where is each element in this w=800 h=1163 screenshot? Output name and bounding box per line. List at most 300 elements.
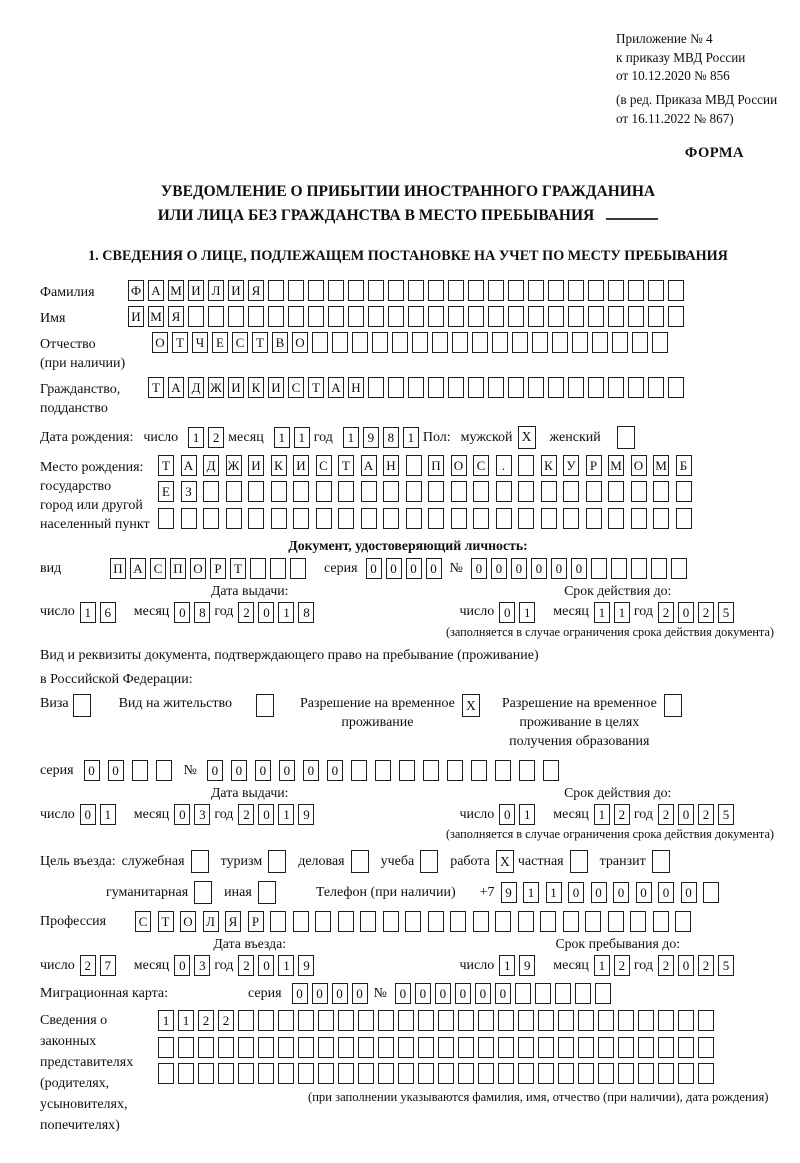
purpose-business-checkbox bbox=[351, 850, 369, 873]
char-cell: Р bbox=[248, 911, 264, 932]
char-cell: 0 bbox=[352, 983, 368, 1004]
char-cell bbox=[528, 377, 544, 398]
form-title-line2: ИЛИ ЛИЦА БЕЗ ГРАЖДАНСТВА В МЕСТО ПРЕБЫВАНИЯ bbox=[40, 204, 776, 228]
char-cell bbox=[278, 1010, 294, 1031]
char-cell: 8 bbox=[298, 602, 314, 623]
char-cell: П bbox=[110, 558, 126, 579]
residence-issue-date: число 0 1 месяц 0 3 год 2 0 1 9 bbox=[40, 804, 460, 825]
char-cell: 0 bbox=[386, 558, 402, 579]
char-cell bbox=[278, 1037, 294, 1058]
birth-year-cells bbox=[343, 427, 423, 448]
char-cell: Б bbox=[676, 455, 692, 476]
char-cell bbox=[540, 911, 556, 932]
char-cell bbox=[586, 508, 602, 529]
char-cell bbox=[132, 760, 148, 781]
char-cell: 0 bbox=[174, 602, 190, 623]
char-cell bbox=[258, 1037, 274, 1058]
char-cell bbox=[181, 508, 197, 529]
char-cell bbox=[628, 280, 644, 301]
char-cell bbox=[405, 911, 421, 932]
char-cell: 2 bbox=[698, 804, 714, 825]
char-cell: 0 bbox=[475, 983, 491, 1004]
char-cell bbox=[478, 1037, 494, 1058]
sex-male-checkbox: X bbox=[518, 426, 536, 449]
char-cell bbox=[188, 306, 204, 327]
char-cell bbox=[316, 481, 332, 502]
char-cell: 2 bbox=[198, 1010, 214, 1031]
char-cell: 0 bbox=[636, 882, 652, 903]
char-cell: 3 bbox=[194, 804, 210, 825]
char-cell bbox=[698, 1037, 714, 1058]
header-requisites bbox=[616, 30, 800, 129]
char-cell bbox=[498, 1063, 514, 1084]
char-cell: 0 bbox=[292, 983, 308, 1004]
char-cell bbox=[608, 508, 624, 529]
char-cell bbox=[638, 1010, 654, 1031]
profession-label: Профессия bbox=[40, 914, 107, 930]
representatives-label: Сведения о законных представителях (родителях, усыновителях, попечителях) bbox=[40, 1013, 134, 1134]
day-label: число bbox=[143, 429, 179, 445]
char-cell bbox=[315, 911, 331, 932]
representatives-row1 bbox=[158, 1010, 768, 1031]
char-cell bbox=[496, 481, 512, 502]
char-cell: С bbox=[232, 332, 248, 353]
sex-male-label: мужской bbox=[460, 429, 513, 445]
char-cell bbox=[653, 481, 669, 502]
entry-year-cells bbox=[238, 955, 318, 976]
char-cell: 1 bbox=[278, 804, 294, 825]
char-cell bbox=[290, 558, 306, 579]
char-cell bbox=[268, 306, 284, 327]
char-cell bbox=[308, 280, 324, 301]
month-label: месяц bbox=[228, 429, 264, 445]
char-cell: 1 bbox=[499, 955, 515, 976]
char-cell bbox=[515, 983, 531, 1004]
char-cell: Т bbox=[148, 377, 164, 398]
char-cell: И bbox=[293, 455, 309, 476]
char-cell: 9 bbox=[519, 955, 535, 976]
char-cell: 0 bbox=[174, 955, 190, 976]
char-cell bbox=[450, 911, 466, 932]
char-cell: 0 bbox=[571, 558, 587, 579]
entry-stay-dates bbox=[40, 936, 776, 976]
char-cell bbox=[278, 1063, 294, 1084]
char-cell: Т bbox=[338, 455, 354, 476]
char-cell bbox=[218, 1037, 234, 1058]
field-profession bbox=[40, 911, 776, 932]
char-cell bbox=[447, 760, 463, 781]
char-cell bbox=[438, 1063, 454, 1084]
char-cell bbox=[495, 760, 511, 781]
char-cell bbox=[618, 1063, 634, 1084]
char-cell bbox=[658, 1010, 674, 1031]
series-label: серия bbox=[248, 986, 282, 1002]
char-cell: 1 bbox=[178, 1010, 194, 1031]
char-cell: 0 bbox=[678, 804, 694, 825]
char-cell: 1 bbox=[80, 602, 96, 623]
entry-day-cells bbox=[80, 955, 120, 976]
field-name bbox=[40, 306, 776, 328]
stay-until-heading: Срок пребывания до: bbox=[555, 936, 681, 952]
char-cell bbox=[428, 280, 444, 301]
char-cell bbox=[495, 911, 511, 932]
char-cell: Т bbox=[172, 332, 188, 353]
char-cell bbox=[512, 332, 528, 353]
char-cell: 0 bbox=[511, 558, 527, 579]
restriction-note: (заполняется в случае ограничения срока действия документа) bbox=[445, 624, 774, 639]
form-title bbox=[40, 180, 776, 228]
char-cell bbox=[558, 1063, 574, 1084]
doc-series-cells bbox=[366, 558, 446, 579]
char-cell bbox=[418, 1010, 434, 1031]
char-cell: 0 bbox=[681, 882, 697, 903]
char-cell bbox=[258, 1010, 274, 1031]
char-cell: 0 bbox=[455, 983, 471, 1004]
char-cell bbox=[406, 508, 422, 529]
char-cell: С bbox=[135, 911, 151, 932]
char-cell bbox=[293, 481, 309, 502]
restriction-note: (заполняется в случае ограничения срока действия документа) bbox=[445, 827, 774, 842]
char-cell: В bbox=[272, 332, 288, 353]
birth-day-cells bbox=[188, 427, 228, 448]
char-cell bbox=[563, 481, 579, 502]
char-cell: 2 bbox=[614, 804, 630, 825]
field-patronymic bbox=[40, 332, 776, 373]
char-cell bbox=[468, 306, 484, 327]
char-cell bbox=[598, 1063, 614, 1084]
char-cell: О bbox=[451, 455, 467, 476]
char-cell: Ф bbox=[128, 280, 144, 301]
char-cell: 2 bbox=[658, 955, 674, 976]
char-cell bbox=[383, 508, 399, 529]
char-cell: 2 bbox=[658, 804, 674, 825]
field-surname bbox=[40, 280, 776, 302]
char-cell: 7 bbox=[100, 955, 116, 976]
valid-year-cells bbox=[658, 804, 738, 825]
char-cell: 0 bbox=[303, 760, 319, 781]
char-cell: 0 bbox=[258, 602, 274, 623]
char-cell: 1 bbox=[614, 602, 630, 623]
char-cell bbox=[631, 508, 647, 529]
issue-date-heading: Дата выдачи: bbox=[211, 582, 289, 598]
char-cell: 5 bbox=[718, 804, 734, 825]
char-cell bbox=[492, 332, 508, 353]
char-cell: Л bbox=[203, 911, 219, 932]
purpose-other-checkbox bbox=[258, 881, 276, 904]
char-cell bbox=[612, 332, 628, 353]
purpose-humanitarian-checkbox bbox=[194, 881, 212, 904]
char-cell: 0 bbox=[678, 955, 694, 976]
char-cell bbox=[378, 1010, 394, 1031]
char-cell bbox=[618, 1037, 634, 1058]
char-cell bbox=[631, 558, 647, 579]
char-cell: 1 bbox=[523, 882, 539, 903]
char-cell bbox=[658, 1063, 674, 1084]
char-cell bbox=[598, 1037, 614, 1058]
form-title-line1: УВЕДОМЛЕНИЕ О ПРИБЫТИИ ИНОСТРАННОГО ГРАЖДАНИНА bbox=[160, 182, 656, 200]
char-cell: П bbox=[170, 558, 186, 579]
char-cell bbox=[458, 1037, 474, 1058]
entry-purpose-row2: гуманитарная иная Телефон (при наличии) +7 9 1 1 0 0 0 0 0 0 bbox=[106, 881, 776, 904]
migration-card-row bbox=[40, 983, 776, 1004]
issue-date-heading: Дата выдачи: bbox=[211, 785, 289, 801]
char-cell bbox=[352, 332, 368, 353]
char-cell: Л bbox=[208, 280, 224, 301]
char-cell bbox=[518, 481, 534, 502]
char-cell: 1 bbox=[278, 955, 294, 976]
char-cell: 0 bbox=[80, 804, 96, 825]
char-cell bbox=[348, 306, 364, 327]
char-cell bbox=[358, 1063, 374, 1084]
char-cell bbox=[158, 508, 174, 529]
char-cell: Я bbox=[168, 306, 184, 327]
char-cell: А bbox=[168, 377, 184, 398]
char-cell: 1 bbox=[594, 602, 610, 623]
char-cell: Д bbox=[188, 377, 204, 398]
purpose-private-checkbox bbox=[570, 850, 588, 873]
char-cell: 0 bbox=[84, 760, 100, 781]
char-cell bbox=[358, 1037, 374, 1058]
representatives-cells bbox=[158, 1010, 768, 1105]
char-cell: 0 bbox=[568, 882, 584, 903]
valid-day-cells bbox=[499, 602, 539, 623]
char-cell: 2 bbox=[658, 602, 674, 623]
char-cell bbox=[498, 1010, 514, 1031]
char-cell bbox=[316, 508, 332, 529]
doc-number-cells bbox=[471, 558, 691, 579]
char-cell bbox=[638, 1037, 654, 1058]
char-cell: 9 bbox=[298, 804, 314, 825]
char-cell bbox=[548, 377, 564, 398]
birth-place-row2 bbox=[158, 481, 698, 502]
char-cell: И bbox=[228, 280, 244, 301]
char-cell bbox=[652, 332, 668, 353]
char-cell bbox=[528, 280, 544, 301]
char-cell bbox=[328, 306, 344, 327]
char-cell: М bbox=[608, 455, 624, 476]
char-cell bbox=[572, 332, 588, 353]
name-cells bbox=[128, 306, 688, 327]
char-cell: И bbox=[228, 377, 244, 398]
header-line: (в ред. Приказа МВД России bbox=[616, 92, 778, 108]
char-cell bbox=[318, 1037, 334, 1058]
char-cell bbox=[428, 911, 444, 932]
birth-month-cells bbox=[274, 427, 314, 448]
char-cell bbox=[338, 1037, 354, 1058]
visa-checkbox bbox=[73, 694, 91, 717]
issue-month-cells bbox=[174, 602, 214, 623]
char-cell: 0 bbox=[258, 955, 274, 976]
char-cell: 0 bbox=[491, 558, 507, 579]
char-cell: 1 bbox=[274, 427, 290, 448]
char-cell bbox=[518, 1037, 534, 1058]
char-cell: Т bbox=[252, 332, 268, 353]
citizenship-label: Гражданство, подданство bbox=[40, 381, 121, 416]
char-cell: 0 bbox=[495, 983, 511, 1004]
char-cell: Т bbox=[308, 377, 324, 398]
char-cell: 2 bbox=[80, 955, 96, 976]
char-cell bbox=[448, 280, 464, 301]
char-cell bbox=[226, 481, 242, 502]
option-temp-residence: Разрешение на временное проживание X bbox=[300, 694, 480, 732]
char-cell bbox=[203, 508, 219, 529]
char-cell bbox=[375, 760, 391, 781]
char-cell: 1 bbox=[594, 804, 610, 825]
char-cell bbox=[288, 280, 304, 301]
patronymic-label: Отчество (при наличии) bbox=[40, 336, 126, 371]
char-cell: 8 bbox=[194, 602, 210, 623]
purpose-tourism-checkbox bbox=[268, 850, 286, 873]
representatives-row3 bbox=[158, 1063, 768, 1084]
char-cell bbox=[218, 1063, 234, 1084]
char-cell bbox=[438, 1037, 454, 1058]
char-cell: М bbox=[148, 306, 164, 327]
char-cell bbox=[588, 377, 604, 398]
option-residence-permit: Вид на жительство bbox=[119, 694, 274, 717]
char-cell: А bbox=[181, 455, 197, 476]
char-cell bbox=[158, 1037, 174, 1058]
char-cell bbox=[408, 306, 424, 327]
char-cell bbox=[398, 1037, 414, 1058]
char-cell bbox=[351, 760, 367, 781]
char-cell bbox=[372, 332, 388, 353]
identity-valid-date: число 0 1 месяц 1 1 год 2 0 2 5 bbox=[460, 602, 776, 623]
stay-year-cells bbox=[658, 955, 738, 976]
char-cell bbox=[270, 911, 286, 932]
char-cell: 0 bbox=[332, 983, 348, 1004]
char-cell: 0 bbox=[327, 760, 343, 781]
char-cell: А bbox=[148, 280, 164, 301]
char-cell bbox=[271, 508, 287, 529]
char-cell bbox=[298, 1037, 314, 1058]
char-cell bbox=[541, 508, 557, 529]
char-cell bbox=[270, 558, 286, 579]
char-cell bbox=[360, 911, 376, 932]
char-cell bbox=[458, 1063, 474, 1084]
section1-heading: 1. СВЕДЕНИЯ О ЛИЦЕ, ПОДЛЕЖАЩЕМ ПОСТАНОВКЕ НА УЧЕТ ПО МЕСТУ ПРЕБЫВАНИЯ bbox=[88, 247, 728, 264]
identity-doc-dates bbox=[40, 583, 776, 623]
char-cell: . bbox=[496, 455, 512, 476]
char-cell bbox=[472, 332, 488, 353]
char-cell: 2 bbox=[698, 602, 714, 623]
char-cell bbox=[458, 1010, 474, 1031]
char-cell bbox=[558, 1010, 574, 1031]
char-cell: 9 bbox=[501, 882, 517, 903]
header-line: к приказу МВД России bbox=[616, 49, 746, 65]
char-cell bbox=[448, 377, 464, 398]
char-cell bbox=[488, 306, 504, 327]
char-cell bbox=[675, 911, 691, 932]
char-cell: П bbox=[428, 455, 444, 476]
char-cell bbox=[618, 1010, 634, 1031]
char-cell bbox=[238, 1010, 254, 1031]
char-cell bbox=[608, 911, 624, 932]
char-cell: К bbox=[248, 377, 264, 398]
char-cell: 0 bbox=[415, 983, 431, 1004]
char-cell bbox=[518, 1063, 534, 1084]
char-cell bbox=[548, 280, 564, 301]
stay-until-date: число 1 9 месяц 1 2 год 2 0 2 5 bbox=[460, 955, 776, 976]
char-cell bbox=[398, 1010, 414, 1031]
valid-day-cells bbox=[499, 804, 539, 825]
issue-day-cells bbox=[80, 602, 120, 623]
char-cell: 1 bbox=[594, 955, 610, 976]
char-cell bbox=[648, 377, 664, 398]
char-cell bbox=[378, 1063, 394, 1084]
char-cell: 1 bbox=[519, 804, 535, 825]
valid-until-heading: Срок действия до: bbox=[564, 582, 672, 598]
representatives-note: (при заполнении указываются фамилия, имя, отчество (при наличии), дата рождения) bbox=[308, 1089, 769, 1104]
char-cell bbox=[412, 332, 428, 353]
surname-cells bbox=[128, 280, 688, 301]
char-cell: Р bbox=[586, 455, 602, 476]
char-cell bbox=[452, 332, 468, 353]
char-cell bbox=[488, 377, 504, 398]
char-cell bbox=[478, 1010, 494, 1031]
identity-doc-heading: Документ, удостоверяющий личность: bbox=[288, 537, 528, 553]
purpose-label: Цель въезда: bbox=[40, 853, 116, 869]
char-cell bbox=[552, 332, 568, 353]
char-cell bbox=[473, 481, 489, 502]
char-cell bbox=[448, 306, 464, 327]
char-cell: К bbox=[541, 455, 557, 476]
series-label: серия bbox=[40, 763, 74, 779]
valid-month-cells bbox=[594, 804, 634, 825]
char-cell: С bbox=[288, 377, 304, 398]
identity-doc-row bbox=[40, 558, 776, 579]
issue-year-cells bbox=[238, 602, 318, 623]
char-cell bbox=[408, 377, 424, 398]
char-cell bbox=[638, 1063, 654, 1084]
char-cell bbox=[308, 306, 324, 327]
sex-female-checkbox bbox=[617, 426, 635, 449]
entry-month-cells bbox=[174, 955, 214, 976]
char-cell: 2 bbox=[698, 955, 714, 976]
birth-place-row3 bbox=[158, 508, 698, 529]
char-cell: 0 bbox=[613, 882, 629, 903]
char-cell: И bbox=[188, 280, 204, 301]
char-cell bbox=[378, 1037, 394, 1058]
char-cell bbox=[338, 481, 354, 502]
char-cell bbox=[398, 1063, 414, 1084]
purpose-study-checkbox bbox=[420, 850, 438, 873]
option-visa: Виза bbox=[40, 694, 91, 717]
char-cell bbox=[592, 332, 608, 353]
residence-doc-dates bbox=[40, 785, 776, 825]
year-label: год bbox=[313, 429, 333, 445]
char-cell bbox=[676, 508, 692, 529]
char-cell bbox=[568, 306, 584, 327]
char-cell bbox=[653, 508, 669, 529]
char-cell bbox=[368, 306, 384, 327]
char-cell bbox=[438, 1010, 454, 1031]
char-cell: С bbox=[150, 558, 166, 579]
char-cell bbox=[298, 1063, 314, 1084]
char-cell bbox=[158, 1063, 174, 1084]
valid-month-cells bbox=[594, 602, 634, 623]
char-cell: 1 bbox=[100, 804, 116, 825]
representatives-block bbox=[40, 1010, 776, 1136]
char-cell: 0 bbox=[366, 558, 382, 579]
char-cell: 1 bbox=[294, 427, 310, 448]
header-line: от 10.12.2020 № 856 bbox=[616, 68, 730, 84]
char-cell bbox=[368, 280, 384, 301]
doc-type-cells bbox=[110, 558, 310, 579]
representatives-row2 bbox=[158, 1037, 768, 1058]
char-cell bbox=[451, 508, 467, 529]
char-cell bbox=[383, 481, 399, 502]
char-cell bbox=[611, 558, 627, 579]
